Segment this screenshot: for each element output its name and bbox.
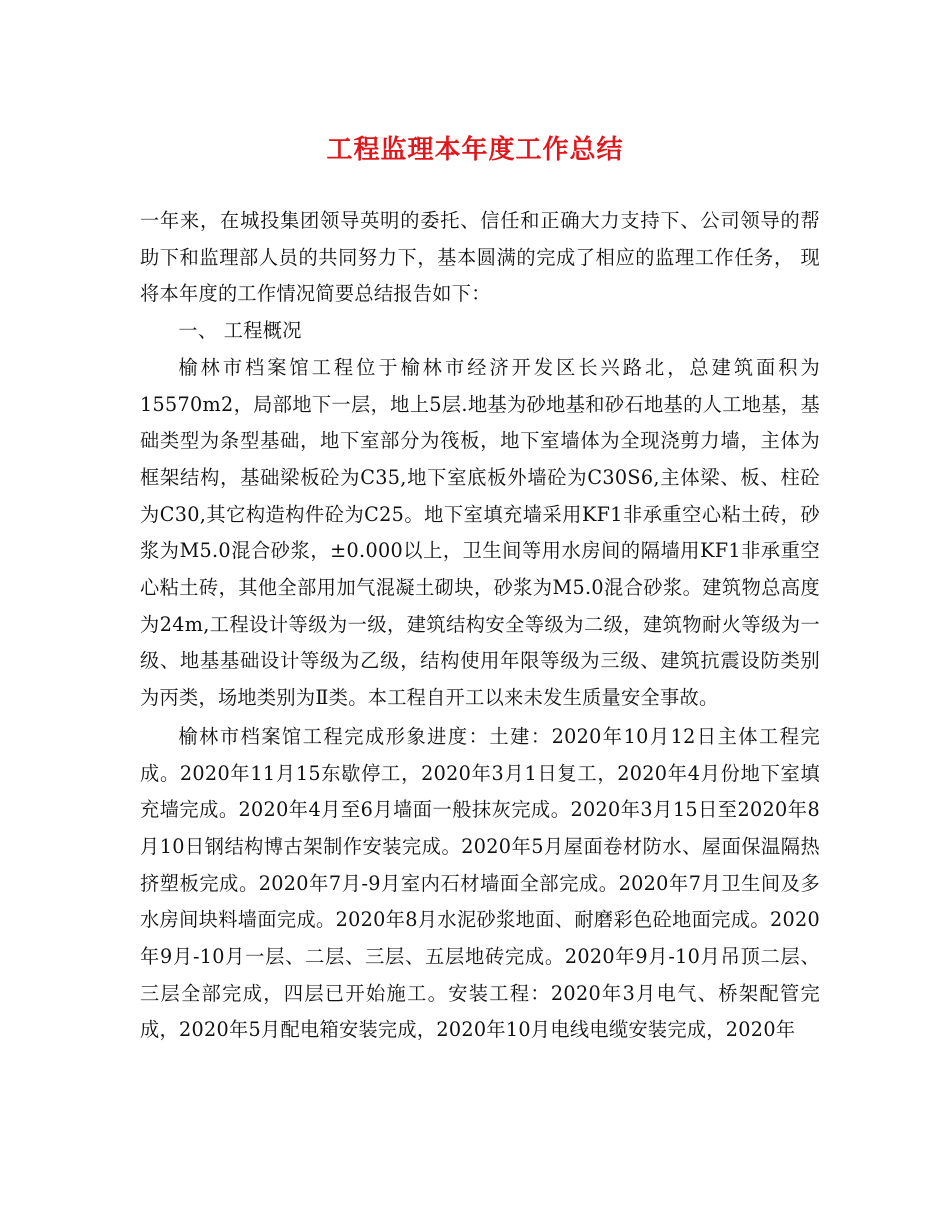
intro-paragraph: 一年来，在城投集团领导英明的委托、信任和正确大力支持下、公司领导的帮助下和监理部人员的共同努力下，基本圆满的完成了相应的监理工作任务， 现将本年度的工作情况简要总结报告如下： — [140, 209, 820, 306]
overview-paragraph: 榆林市档案馆工程位于榆林市经济开发区长兴路北，总建筑面积为15570m2，局部地下一层，地上5层.地基为砂地基和砂石地基的人工地基，基础类型为条型基础，地下室部分为筏板，地下室墙体为全现浇剪力墙，主体为框架结构，基础梁板砼为C35,地下室底板外墙砼为C30S6,主体梁、板、柱砼为C30,其它构造构件砼为C25。地下室填充墙采用KF1非承重空心粘土砖，砂浆为M5.0混合砂浆，±0.000以上，卫生间等用水房间的隔墙用KF1非承重空心粘土砖，其他全部用加气混凝土砌块，砂浆为M5.0混合砂浆。建筑物总高度为24m,工程设计等级为一级，建筑结构安全等级为二级，建筑物耐火等级为一级、地基基础设计等级为乙级，结构使用年限等级为三级、建筑抗震设防类别为丙类，场地类别为Ⅱ类。本工程自开工以来未发生质量安全事故。 — [140, 355, 820, 710]
section-heading-overview: 一、 工程概况 — [178, 319, 302, 343]
progress-paragraph: 榆林市档案馆工程完成形象进度：土建：2020年10月12日主体工程完成。2020年11月15东歇停工，2020年3月1日复工，2020年4月份地下室填充墙完成。2020年4月至6月墙面一般抹灰完成。2020年3月15日至2020年8月10日钢结构博古架制作安装完成。2020年5月屋面卷材防水、屋面保温隔热挤塑板完成。2020年7月-9月室内石材墙面全部完成。2020年7月卫生间及多水房间块料墙面完成。2020年8月水泥砂浆地面、耐磨彩色砼地面完成。2020年9月-10月一层、二层、三层、五层地砖完成。2020年9月-10月吊顶二层、三层全部完成，四层已开始施工。安装工程：2020年3月电气、桥架配管完成，2020年5月配电箱安装完成，2020年10月电线电缆安装完成，2020年 — [140, 724, 820, 1042]
document-title: 工程监理本年度工作总结 — [326, 135, 624, 165]
document-body — [140, 203, 820, 1049]
